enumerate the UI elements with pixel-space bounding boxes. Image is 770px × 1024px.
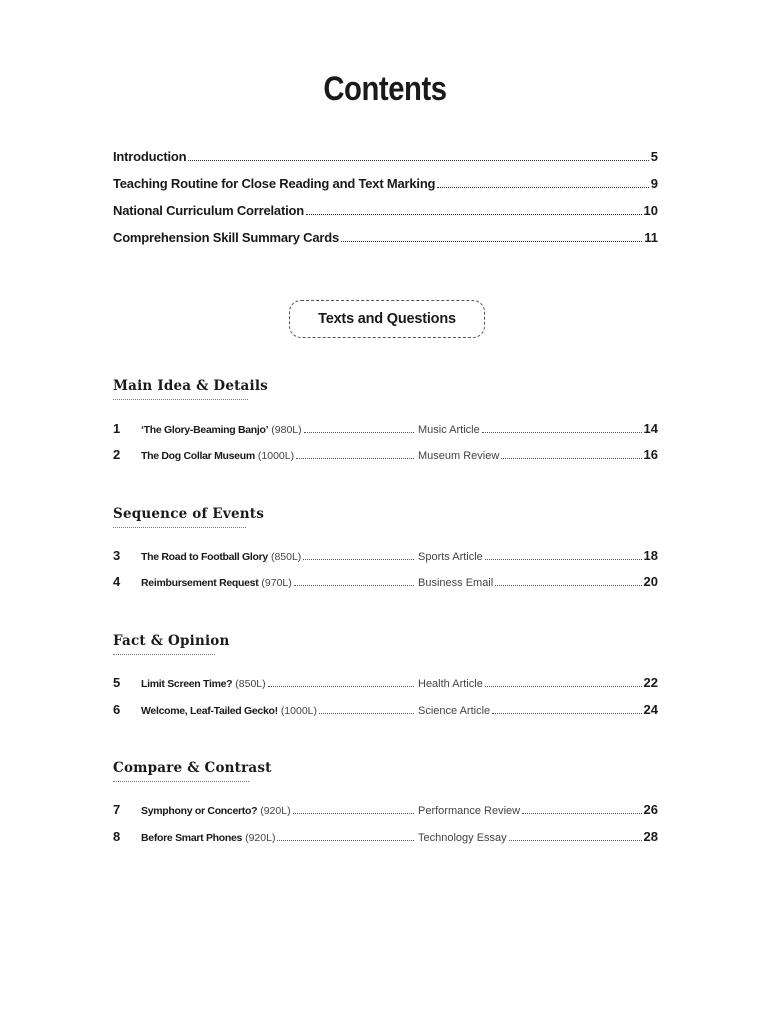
section-title-fact-opinion: Fact & Opinion	[113, 633, 230, 649]
entry-title: The Road to Football Glory	[141, 551, 268, 563]
entry-number: 4	[113, 574, 121, 589]
entry-title: Symphony or Concerto?	[141, 805, 258, 817]
dot-leader	[485, 559, 642, 560]
entry-title: Limit Screen Time?	[141, 678, 233, 690]
entry-title-group	[141, 832, 416, 844]
section-title-main-idea: Main Idea & Details	[113, 378, 268, 394]
pill-label: Texts and Questions	[318, 311, 456, 327]
toc-item-label: National Curriculum Correlation	[113, 203, 304, 218]
entry-type-group	[418, 702, 658, 717]
toc-entry-3[interactable]	[113, 545, 658, 565]
entry-type-group	[418, 421, 658, 436]
entry-number: 8	[113, 829, 121, 844]
entry-title: The Dog Collar Museum	[141, 450, 255, 462]
entry-type-group	[418, 675, 658, 690]
entry-title-group	[141, 450, 416, 462]
dot-leader	[277, 840, 414, 841]
entry-page: 28	[643, 829, 658, 844]
dot-leader	[304, 432, 414, 433]
entry-page: 20	[643, 574, 658, 589]
section-title-sequence: Sequence of Events	[113, 506, 264, 522]
dot-leader	[294, 585, 414, 586]
toc-item-curriculum-correlation[interactable]	[113, 198, 658, 218]
section-divider	[113, 399, 248, 400]
entry-type: Music Article	[418, 424, 480, 436]
entry-type: Science Article	[418, 705, 491, 717]
toc-entry-7[interactable]	[113, 799, 658, 819]
dot-leader	[306, 214, 642, 215]
dot-leader	[293, 813, 414, 814]
section-divider	[113, 781, 249, 782]
entry-number: 7	[113, 802, 121, 817]
toc-item-skill-cards[interactable]	[113, 225, 658, 245]
entry-type-group	[418, 548, 658, 563]
dot-leader	[303, 559, 414, 560]
entry-number: 1	[113, 421, 121, 436]
entry-type: Performance Review	[418, 805, 521, 817]
toc-item-teaching-routine[interactable]	[113, 171, 658, 191]
entry-title-group	[141, 551, 416, 563]
toc-entry-5[interactable]	[113, 672, 658, 692]
entry-page: 14	[643, 421, 658, 436]
dot-leader	[501, 458, 641, 459]
dot-leader	[492, 713, 641, 714]
dot-leader	[485, 686, 642, 687]
toc-entry-4[interactable]	[113, 571, 658, 591]
entry-type-group	[418, 574, 658, 589]
entry-number: 3	[113, 548, 121, 563]
toc-entry-6[interactable]	[113, 699, 658, 719]
dot-leader	[437, 187, 648, 188]
toc-entry-1[interactable]	[113, 418, 658, 438]
entry-title-group	[141, 424, 416, 436]
entry-lexile: (920L)	[260, 805, 291, 817]
entry-type: Health Article	[418, 678, 483, 690]
entry-lexile: (1000L)	[257, 450, 295, 462]
entry-title-group	[141, 705, 416, 717]
entry-type: Sports Article	[418, 551, 483, 563]
entry-title-group	[141, 577, 416, 589]
dot-leader	[495, 585, 641, 586]
section-divider	[113, 654, 215, 655]
page-title: Contents	[323, 70, 447, 108]
toc-item-page: 10	[643, 203, 658, 218]
toc-item-page: 9	[650, 176, 658, 191]
entry-type: Museum Review	[418, 450, 500, 462]
toc-item-label: Comprehension Skill Summary Cards	[113, 230, 340, 245]
entry-title-group	[141, 805, 416, 817]
entry-type: Business Email	[418, 577, 494, 589]
entry-type-group	[418, 829, 658, 844]
dot-leader	[268, 686, 414, 687]
entry-title-group	[141, 678, 416, 690]
section-divider	[113, 527, 246, 528]
section-title-compare-contrast: Compare & Contrast	[113, 760, 272, 776]
entry-lexile: (980L)	[271, 424, 302, 436]
entry-lexile: (1000L)	[280, 705, 318, 717]
toc-item-page: 11	[644, 230, 658, 245]
toc-entry-8[interactable]	[113, 826, 658, 846]
entry-type-group	[418, 447, 658, 462]
dot-leader	[522, 813, 641, 814]
dot-leader	[509, 840, 642, 841]
entry-title: Welcome, Leaf-Tailed Gecko!	[141, 705, 278, 717]
entry-page: 22	[643, 675, 658, 690]
entry-page: 16	[643, 447, 658, 462]
dot-leader	[482, 432, 642, 433]
dot-leader	[319, 713, 414, 714]
toc-item-introduction[interactable]	[113, 144, 658, 164]
dot-leader	[188, 160, 648, 161]
entry-number: 2	[113, 447, 121, 462]
entry-title: ‘The Glory-Beaming Banjo’	[141, 424, 269, 436]
toc-item-label: Teaching Routine for Close Reading and Text Marking	[113, 176, 436, 191]
entry-lexile: (970L)	[261, 577, 292, 589]
toc-entry-2[interactable]	[113, 444, 658, 464]
entry-title: Reimbursement Request	[141, 577, 259, 589]
toc-item-page: 5	[650, 149, 658, 164]
entry-page: 18	[643, 548, 658, 563]
entry-lexile: (920L)	[245, 832, 276, 844]
texts-and-questions-heading	[289, 300, 485, 338]
entry-page: 24	[643, 702, 658, 717]
entry-page: 26	[643, 802, 658, 817]
entry-lexile: (850L)	[270, 551, 302, 563]
entry-number: 5	[113, 675, 121, 690]
entry-lexile: (850L)	[235, 678, 266, 690]
dot-leader	[296, 458, 414, 459]
entry-number: 6	[113, 702, 121, 717]
entry-type-group	[418, 802, 658, 817]
entry-title: Before Smart Phones	[141, 832, 243, 844]
entry-type: Technology Essay	[418, 832, 507, 844]
toc-item-label: Introduction	[113, 149, 187, 164]
dot-leader	[341, 241, 642, 242]
